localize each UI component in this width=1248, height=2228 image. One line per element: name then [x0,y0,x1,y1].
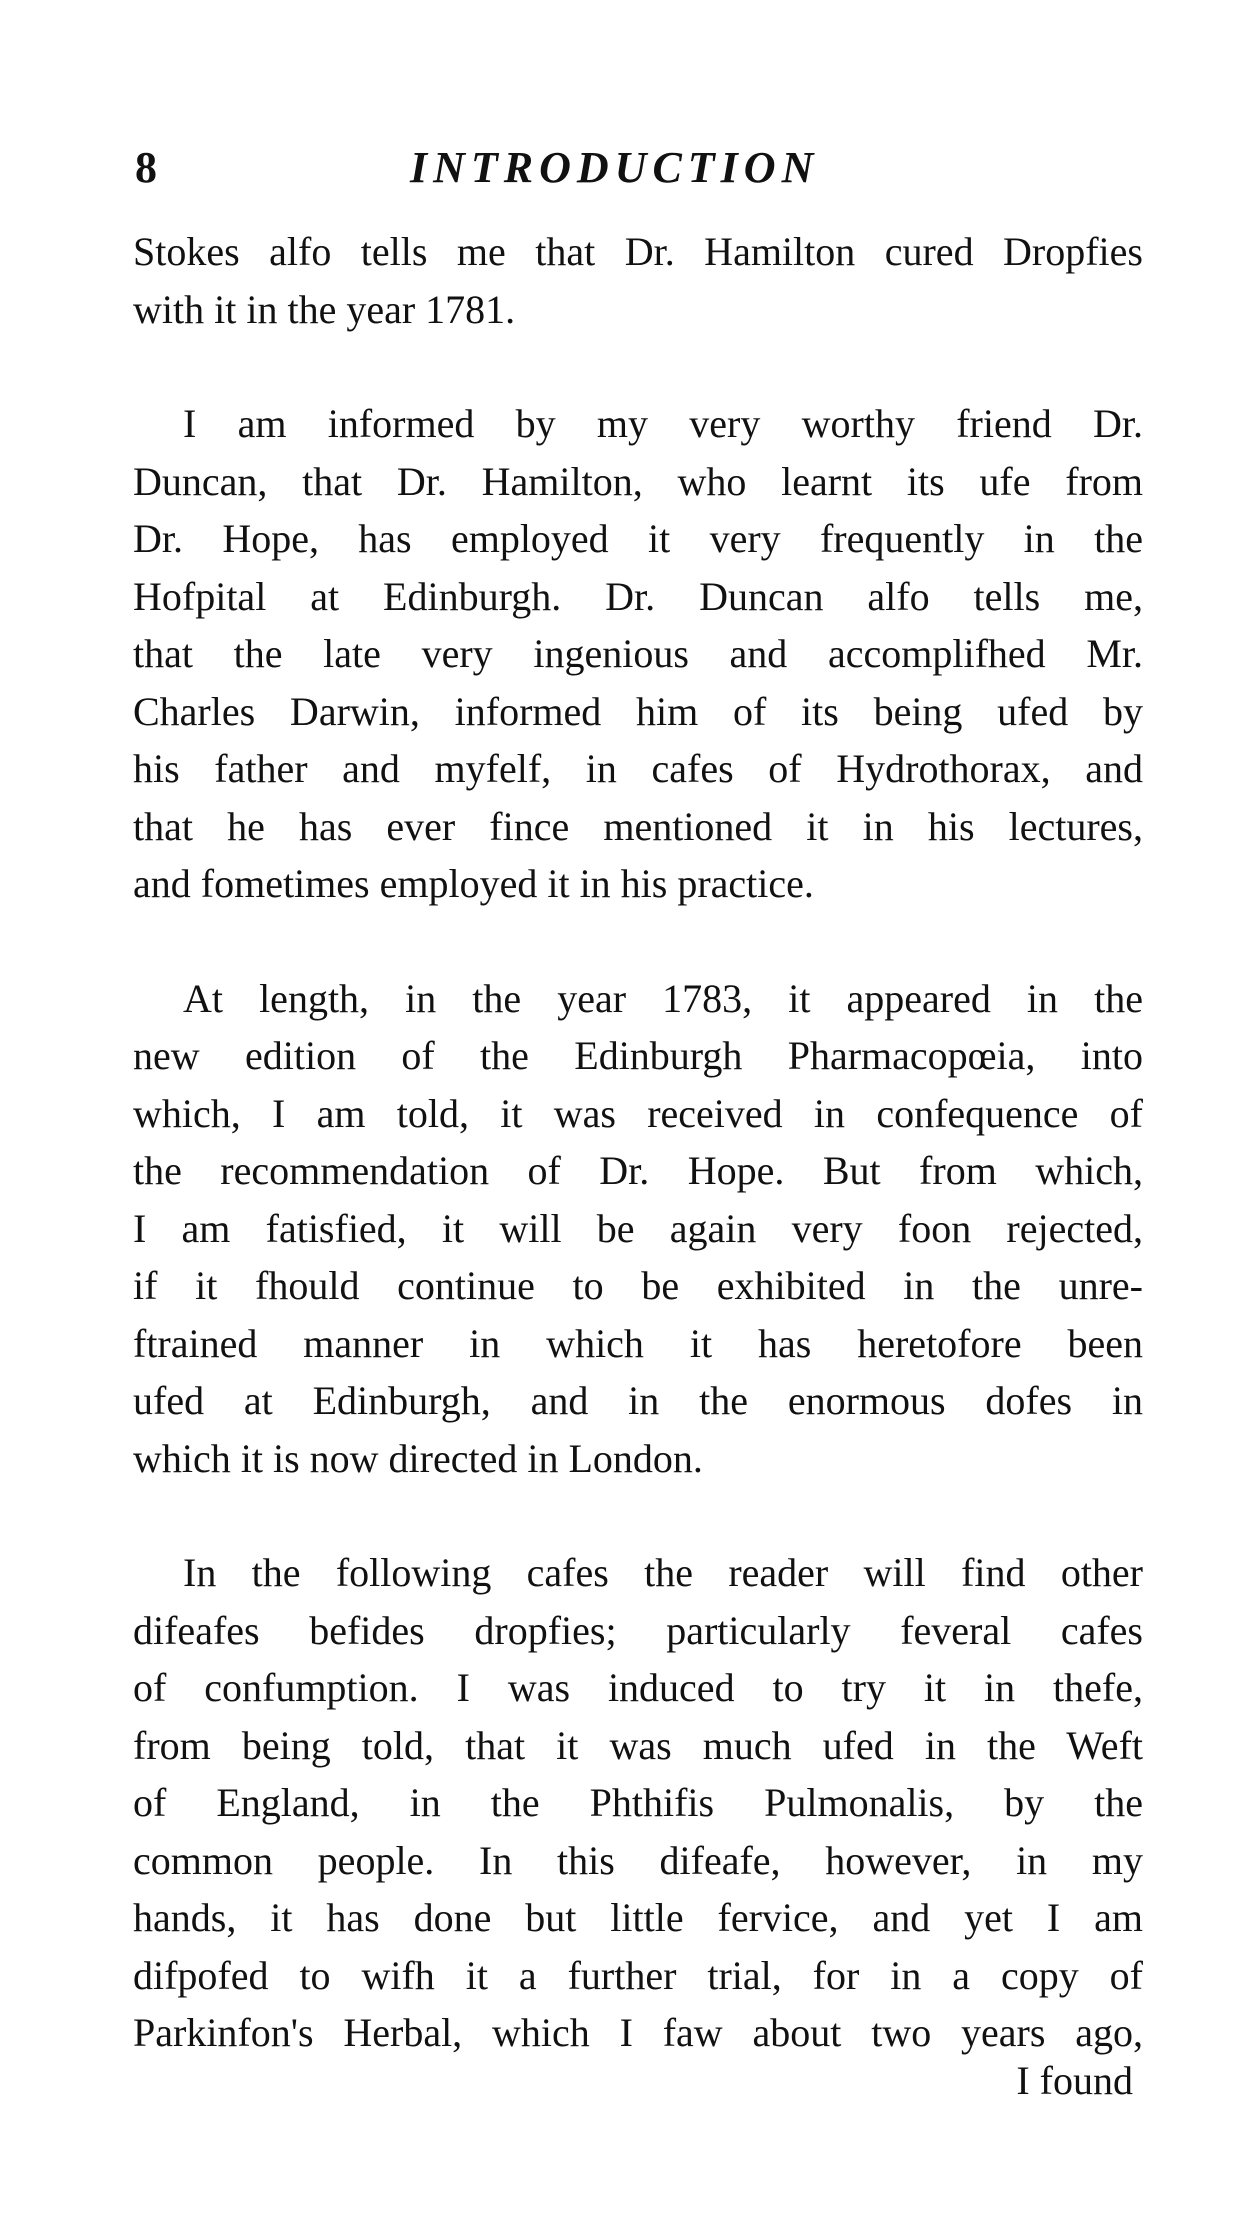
text-line: new edition of the Edinburgh Pharmacopœia, into [133,1033,1143,1078]
text-line: Parkinfon's Herbal, which I faw about two years ago, [133,2010,1143,2055]
text-line: In the following cafes the reader will find other [183,1550,1143,1595]
text-line: that he has ever fince mentioned it in his lectures, [133,803,1143,849]
text-line: of England, in the Phthifis Pulmonalis, by the [133,1780,1143,1825]
text-line: Charles Darwin, informed him of its being ufed by [133,688,1143,734]
text-line: hands, it has done but little fervice, and yet I am [133,1895,1143,1940]
text-line: Dr. Hope, has employed it very frequently in the [133,516,1143,561]
text-line: which, I am told, it was received in confequence of [133,1090,1143,1136]
text-line: Hofpital at Edinburgh. Dr. Duncan alfo tells me, [133,573,1143,619]
text-line: of confumption. I was induced to try it in thefe, [133,1665,1143,1710]
text-line: Duncan, that Dr. Hamilton, who learnt its ufe from [133,458,1143,504]
text-line: from being told, that it was much ufed in the Weft [133,1722,1143,1768]
text-line: that the late very ingenious and accomplifhed Mr. [133,631,1143,676]
page-number: 8 [135,143,157,192]
paragraph-2 [133,395,1143,913]
paragraph-1 [133,223,1143,338]
text-line: ufed at Edinburgh, and in the enormous dofes in [133,1378,1143,1423]
running-head-title: INTRODUCTION [410,143,820,192]
body-text [133,223,1143,2062]
paragraph-3 [133,970,1143,1488]
catchword: I found [1016,2058,1133,2103]
text-line: I am fatisfied, it will be again very foon rejected, [133,1205,1143,1251]
text-line: Stokes alfo tells me that Dr. Hamilton cured Dropfies [133,229,1143,274]
text-line: I am informed by my very worthy friend Dr. [183,401,1143,446]
running-head [135,138,1135,198]
text-line: with it in the year 1781. [133,286,516,332]
text-line: if it fhould continue to be exhibited in the unre- [133,1263,1143,1308]
text-line: the recommendation of Dr. Hope. But from which, [133,1148,1143,1193]
text-line: difeafes befides dropfies; particularly feveral cafes [133,1607,1143,1653]
text-line: his father and myfelf, in cafes of Hydrothorax, and [133,746,1143,791]
text-line: and fometimes employed it in his practice. [133,861,814,906]
text-line: common people. In this difeafe, however, in my [133,1837,1143,1883]
text-line: At length, in the year 1783, it appeared in the [183,975,1143,1021]
text-line: which it is now directed in London. [133,1435,703,1481]
text-line: difpofed to wifh it a further trial, for in a copy of [133,1952,1143,1998]
paragraph-4 [133,1544,1143,2062]
text-line: ftrained manner in which it has heretofore been [133,1320,1143,1366]
